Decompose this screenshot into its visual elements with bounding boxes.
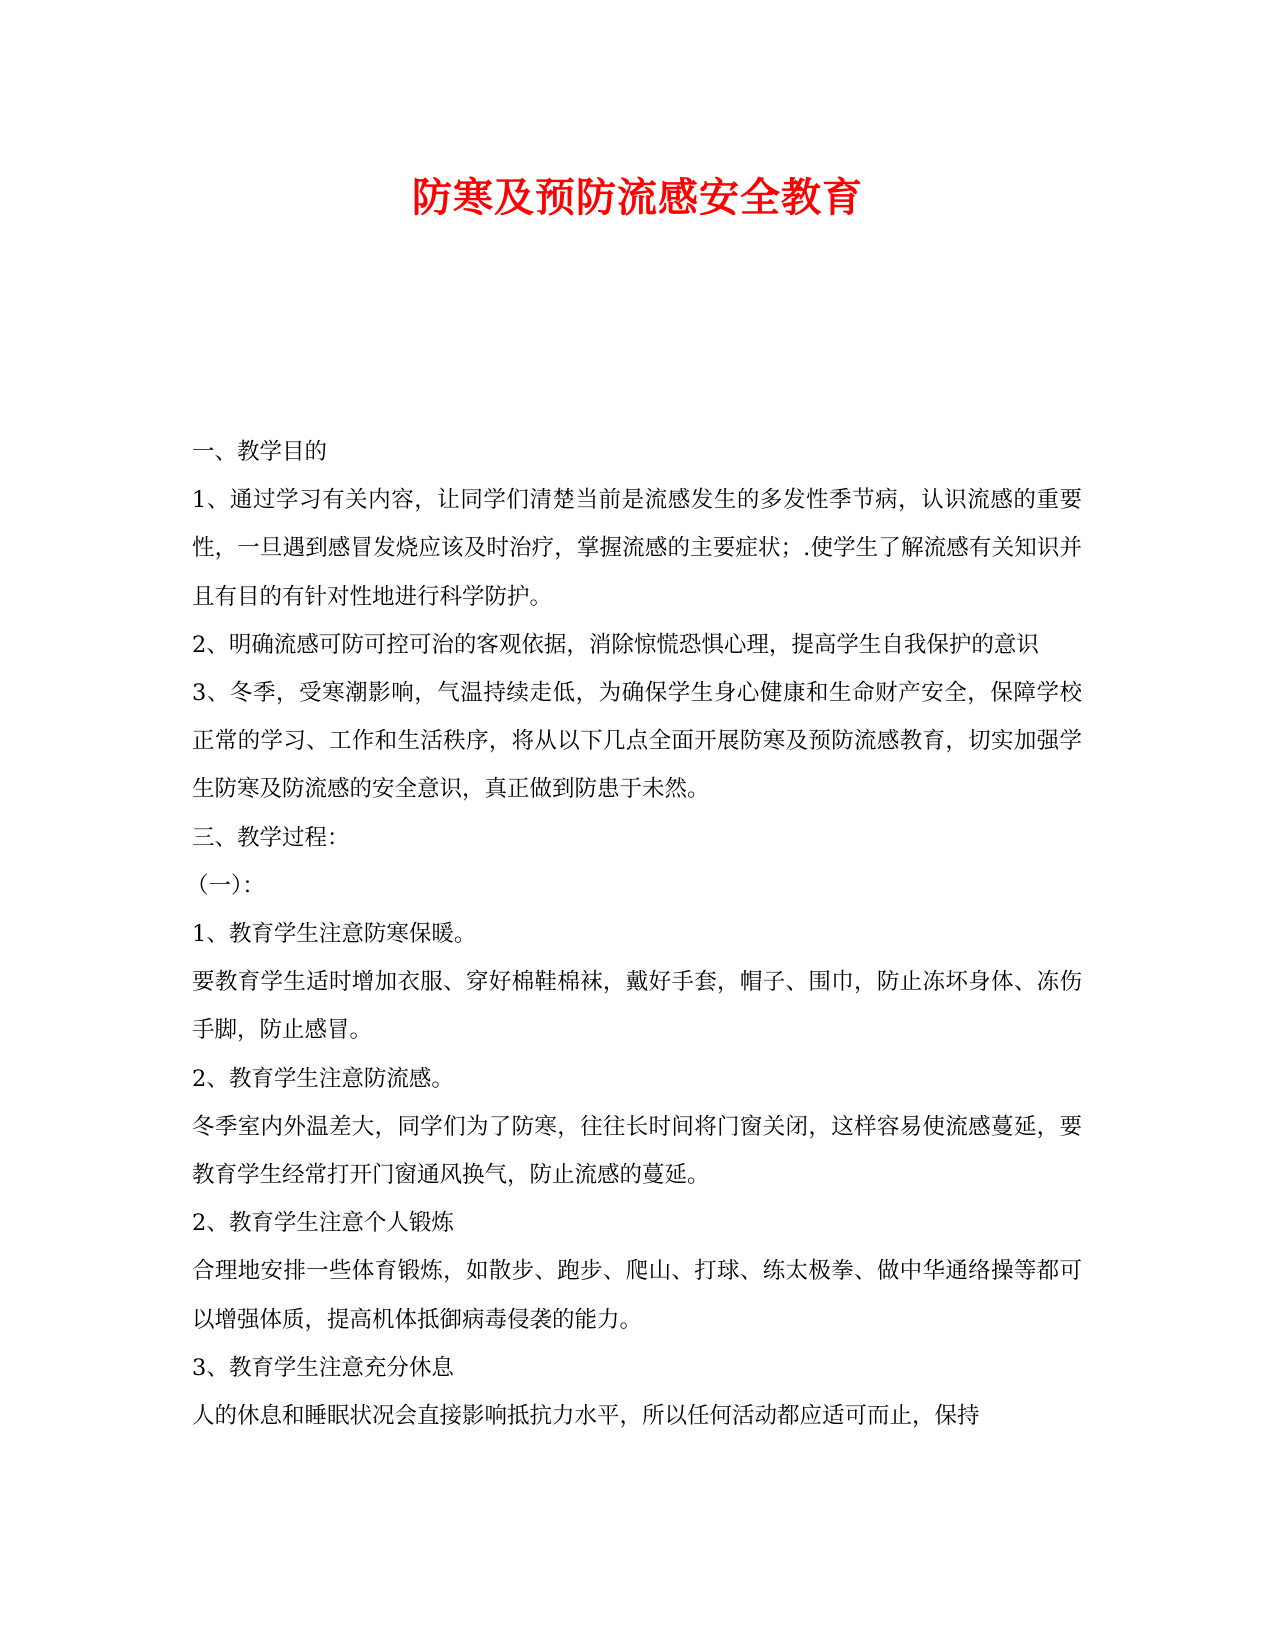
item-heading: 2、教育学生注意防流感。: [192, 1065, 454, 1092]
paragraph: 人的休息和睡眠状况会直接影响抵抗力水平，所以任何活动都应适可而止，保持: [192, 1403, 980, 1430]
document-title: 防寒及预防流感安全教育: [412, 174, 863, 221]
paragraph: 1、通过学习有关内容，让同学们清楚当前是流感发生的多发性季节病，认识流感的重要性，一旦遇到感冒发烧应该及时治疗，掌握流感的主要症状；.使学生了解流感有关知识并且有目的有针对性地进行科学防护。: [192, 487, 1082, 610]
item-heading: 1、教育学生注意防寒保暖。: [192, 921, 477, 948]
paragraph: 冬季室内外温差大，同学们为了防寒，往往长时间将门窗关闭，这样容易使流感蔓延，要教育学生经常打开门窗通风换气，防止流感的蔓延。: [192, 1113, 1082, 1189]
paragraph: 合理地安排一些体育锻炼，如散步、跑步、爬山、打球、练太极拳、做中华通络操等都可以增强体质，提高机体抵御病毒侵袭的能力。: [192, 1258, 1082, 1333]
section-heading-process: 三、教学过程：: [192, 824, 350, 851]
paragraph: 要教育学生适时增加衣服、穿好棉鞋棉袜，戴好手套，帽子、围巾，防止冻坏身体、冻伤手脚，防止感冒。: [192, 969, 1082, 1044]
item-heading: 2、教育学生注意个人锻炼: [192, 1210, 454, 1237]
subsection-heading: （一）：: [186, 872, 265, 899]
paragraph: 2、明确流感可防可控可治的客观依据，消除惊慌恐惧心理，提高学生自我保护的意识: [192, 631, 1039, 658]
item-heading: 3、教育学生注意充分休息: [192, 1354, 454, 1381]
document-body: [186, 428, 1082, 1440]
paragraph: 3、冬季，受寒潮影响，气温持续走低，为确保学生身心健康和生命财产安全，保障学校正常的学习、工作和生活秩序，将从以下几点全面开展防寒及预防流感教育，切实加强学生防寒及防流感的安全意识，真正做到防患于未然。: [192, 680, 1082, 803]
section-heading-objectives: 一、教学目的: [192, 439, 328, 465]
